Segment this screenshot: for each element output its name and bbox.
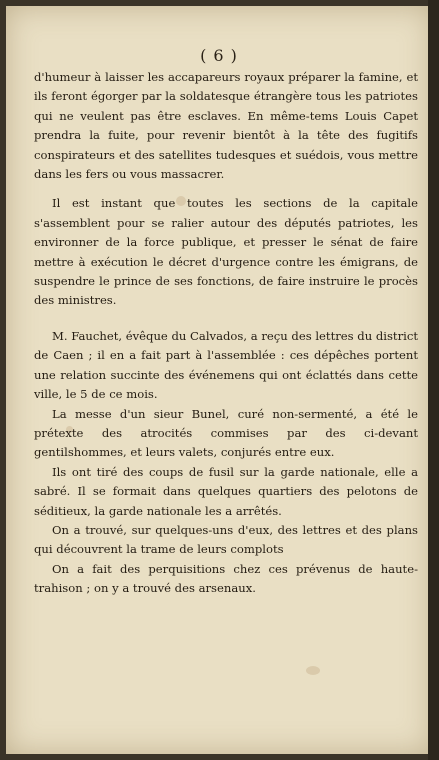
paragraph: Ils ont tiré des coups de fusil sur la garde nationale, elle a sabré. Il se formait dans quelques quartiers des pelotons de séditieux, la garde nationale les a arrêtés. (34, 464, 418, 518)
paper-stain (306, 666, 320, 675)
paragraph: On a fait des perquisitions chez ces prévenus de haute-trahison ; on y a trouvé des arsenaux. (34, 561, 418, 596)
page-number: ( 6 ) (200, 46, 238, 65)
paragraph: La messe d'un sieur Bunel, curé non-sermenté, a été le prétexte des atrocités commises par des ci-devant gentilshommes, et leurs valets, conjurés entre eux. (34, 406, 418, 460)
paragraph: Il est instant que toutes les sections de la capitale s'assemblent pour se ralier autour des députés patriotes, les environner de la force publique, et presser le sénat de faire mettre à exécution le décret d'urgence contre les émigrans, de suspendre le prince de ses fonctions, de faire instruire le procès des ministres. (34, 196, 418, 308)
book-page (6, 6, 432, 754)
paragraph: d'humeur à laisser les accapareurs royaux préparer la famine, et ils feront égorger par la soldatesque étrangère tous les patriotes qui ne veulent pas être esclaves. En même-tems Louis Capet prendra la fuite, pour revenir bientôt à la tête des fugitifs conspirateurs et des satellites tudesques et suédois, vous mettre dans les fers ou vous massacrer. (34, 70, 418, 182)
paragraph: On a trouvé, sur quelques-uns d'eux, des lettres et des plans qui découvrent la trame de leurs complots (34, 522, 418, 557)
page-body (34, 68, 418, 599)
paragraph: M. Fauchet, évêque du Calvados, a reçu des lettres du district de Caen ; il en a fait part à l'assemblée : ces dépêches portent une relation succinte des événemens qui ont éclattés dans cette ville, le 5 de ce mois. (34, 328, 418, 402)
page-edge (428, 0, 439, 760)
